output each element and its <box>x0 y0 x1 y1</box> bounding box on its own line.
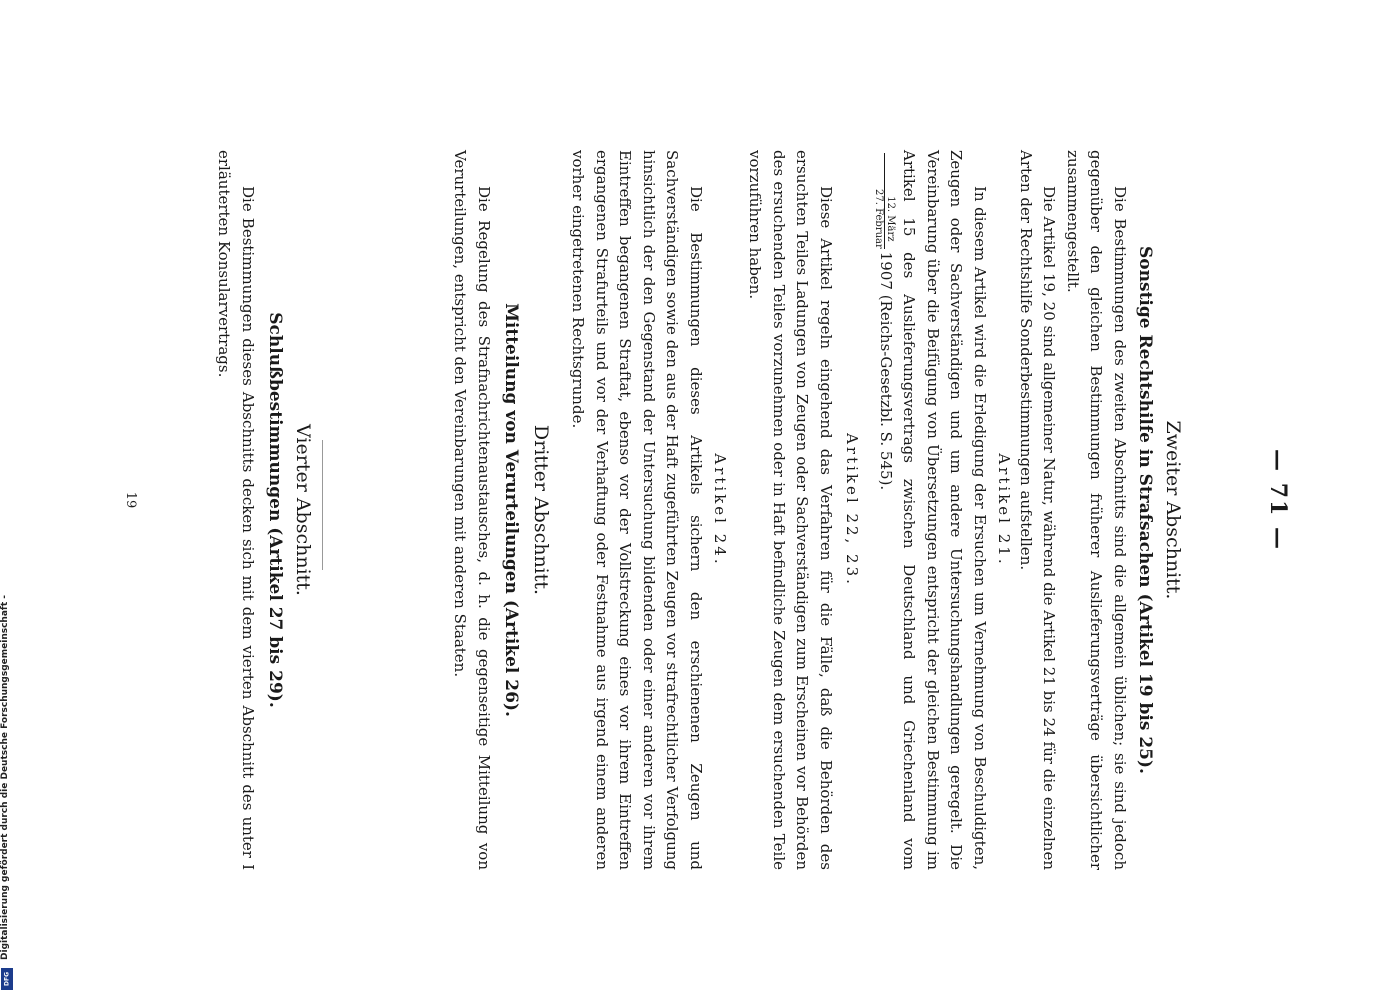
section-4-subheading: Schlußbestimmungen (Artikel 27 bis 29). <box>265 312 285 708</box>
section-3-body <box>448 150 495 870</box>
date-fraction <box>874 153 897 249</box>
section-2-subheading: Sonstige Rechtshilfe in Strafsachen (Artikel 19 bis 25). <box>1135 246 1155 774</box>
dfg-logo-icon: DFG <box>1 968 13 990</box>
article-24-body <box>566 150 707 870</box>
section-3-subheading: Mitteilung von Verurteilungen (Artikel 26). <box>501 303 521 717</box>
section-2-paragraphs <box>1014 150 1132 870</box>
section-2-para-1: Die Bestimmungen des zweiten Abschnitts sind die allgemein üblichen; sie sind jedoch gegenüber den gleichen Bestimmungen früherer Auslieferungsverträge übersichtlicher zusammengestellt. <box>1064 150 1129 870</box>
page-number: — 71 — <box>1265 449 1291 551</box>
date-fraction-numerator: 12. März <box>885 153 897 249</box>
article-21-text-a: In diesem Artikel wird die Erledigung der Ersuchen um Vernehmung von Beschuldigten, Zeugen oder Sachverständigen und um andere Untersuchungshandlungen geregelt. Die Vereinbarung über die Beifügung von Übersetzungen entspricht der gleichen Bestimmung im Artikel 15 des Auslieferungsvertrags zwischen Deutschland und Griechenland vom <box>900 150 989 870</box>
section-4-body <box>212 150 259 870</box>
section-2-heading: Zweiter Abschnitt. <box>1162 420 1184 600</box>
section-3-text: Die Regelung des Strafnachrichtenaustausches, d. h. die gegenseitige Mitteilung von Verurteilungen, entspricht den Vereinbarungen mit anderen Staaten. <box>451 150 493 870</box>
digitization-credit: Digitalisierung gefördert durch die Deutsche Forschungsgemeinschaft - <box>0 595 10 960</box>
section-2-para-2: Die Artikel 19, 20 sind allgemeiner Natur, während die Artikel 21 bis 24 für die einzelnen Arten der Rechtshilfe Sonderbestimmungen aufstellen. <box>1017 150 1059 870</box>
article-22-23-body <box>743 150 837 870</box>
article-21-body <box>874 150 992 870</box>
date-fraction-denominator: 27. Februar <box>873 189 885 249</box>
footer-page-number: 19 <box>123 491 138 509</box>
article-21-title: Artikel 21. <box>995 453 1013 567</box>
article-24-text: Die Bestimmungen dieses Artikels sichern den erschienenen Zeugen und Sachverständigen sowie den aus der Haft zugeführten Zeugen vor strafrechtlicher Verfolgung hinsichtlich der den Gegenstand der Untersuchung bildenden oder einer anderen vor ihrem Eintreffen begangenen Straftat, ebenso vor der Vollstreckung eines vor ihrem Eintreffen ergangenen Strafurteils und vor der Verhaftung oder Festnahme aus irgend einem anderen vorher eingetretenen Rechtsgrunde. <box>569 150 705 870</box>
article-21-text <box>874 150 992 870</box>
section-4-text: Die Bestimmungen dieses Abschnitts decken sich mit dem vierten Abschnitt des unter I erläuterten Konsularvertrags. <box>215 150 257 870</box>
article-24-title: Artikel 24. <box>711 453 729 567</box>
section-4-heading: Vierter Abschnitt. <box>292 424 314 596</box>
article-21-text-b: 1907 (Reichs-Gesetzbl. S. 545). <box>877 251 895 491</box>
section-3-heading: Dritter Abschnitt. <box>530 424 552 596</box>
article-22-23-text: Diese Artikel regeln eingehend das Verfahren für die Fälle, daß die Behörden des ersuchten Teiles Ladungen von Zeugen oder Sachverständigen zum Erscheinen vor Behörden des ersuchenden Teiles vorzunehmen oder in Haft befindliche Zeugen dem ersuchenden Teile vorzuführen haben. <box>746 150 835 870</box>
divider-rule <box>322 440 323 570</box>
article-22-23-title: Artikel 22, 23. <box>843 433 861 587</box>
